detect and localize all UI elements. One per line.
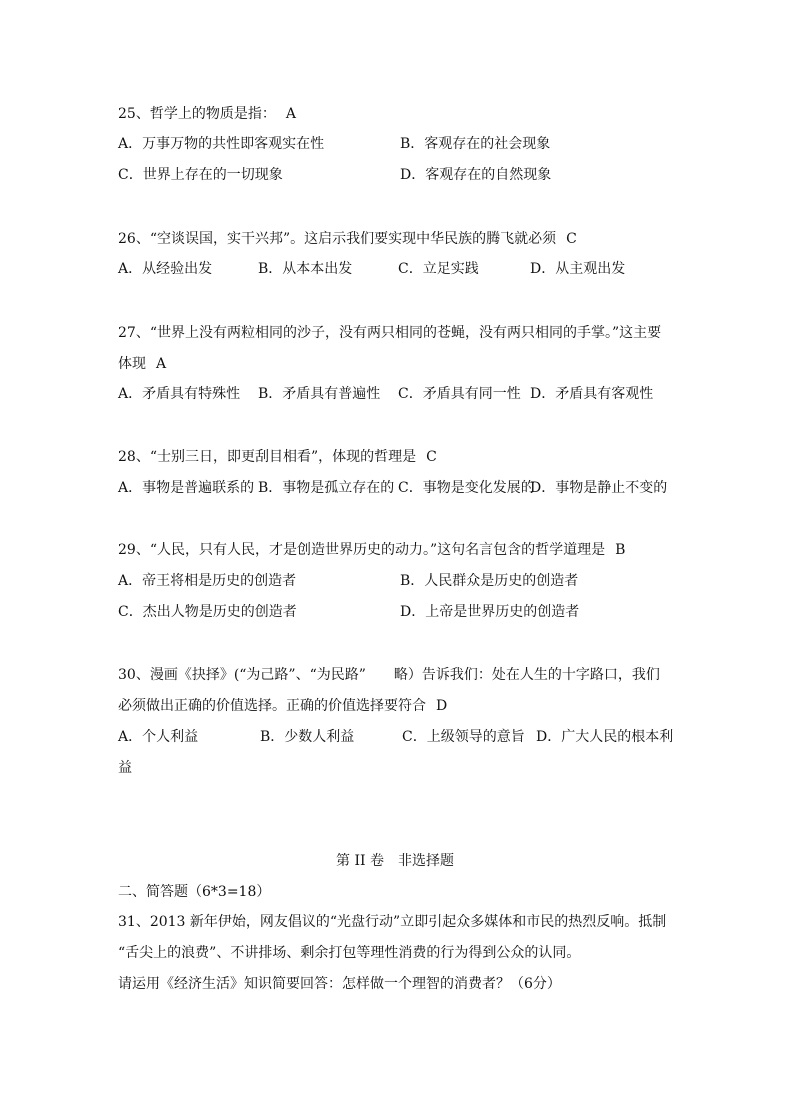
- question-30-stem-line2: 必须做出正确的价值选择。正确的价值选择要符合 D: [118, 698, 448, 714]
- question-30-option-d: D．广大人民的根本利: [536, 729, 674, 745]
- section-title: 第 II 卷 非选择题: [336, 853, 454, 869]
- question-30-option-a: A．个人利益: [118, 729, 199, 745]
- question-28-stem: 28、“士别三日，即更刮目相看”，体现的哲理是 C: [118, 449, 437, 465]
- question-28-option-a: A．事物是普遍联系的: [118, 480, 255, 496]
- question-29-stem: 29、“人民，只有人民，才是创造世界历史的动力。”这句名言包含的哲学道理是 B: [118, 542, 626, 558]
- question-26-option-b: B．从本本出发: [258, 261, 353, 277]
- question-25-option-c: C．世界上存在的一切现象: [118, 167, 283, 183]
- question-25-option-a: A．万事万物的共性即客观实在性: [118, 136, 325, 152]
- question-27-option-c: C．矛盾具有同一性: [398, 386, 521, 402]
- question-27-stem-line1: 27、“世界上没有两粒相同的沙子，没有两只相同的苍蝇，没有两只相同的手掌。”这主要: [118, 325, 662, 341]
- answer-27: A: [156, 356, 167, 372]
- question-27-option-d: D．矛盾具有客观性: [530, 386, 654, 402]
- question-31-line2: “舌尖上的浪费”、不讲排场、剩余打包等理性消费的行为得到公众的认同。: [118, 945, 581, 961]
- answer-30: D: [436, 698, 448, 714]
- section-heading: 二、简答题（6*3=18）: [118, 884, 271, 900]
- question-30-option-d-wrap: 益: [118, 760, 132, 776]
- question-29-option-c: C．杰出人物是历史的创造者: [118, 604, 297, 620]
- answer-29: B: [615, 542, 626, 558]
- question-26-option-c: C．立足实践: [398, 261, 479, 277]
- question-30-stem-line1: 30、漫画《抉择》(“为己路”、“为民路” 略）告诉我们：处在人生的十字路口，我们: [118, 667, 660, 683]
- question-27-stem-line2: 体现 A: [118, 356, 167, 372]
- question-25-option-d: D．客观存在的自然现象: [400, 167, 552, 183]
- question-29-option-b: B．人民群众是历史的创造者: [400, 573, 579, 589]
- question-26-stem: 26、“空谈误国，实干兴邦”。这启示我们要实现中华民族的腾飞就必须 C: [118, 231, 577, 247]
- question-29-option-d: D．上帝是世界历史的创造者: [400, 604, 580, 620]
- question-29-option-a: A．帝王将相是历史的创造者: [118, 573, 297, 589]
- answer-28: C: [426, 449, 437, 465]
- question-26-option-a: A．从经验出发: [118, 261, 213, 277]
- question-31-line1: 31、2013 新年伊始，网友倡议的“光盘行动”立即引起众多媒体和市民的热烈反响。抵制: [118, 914, 667, 930]
- answer-26: C: [566, 231, 577, 247]
- answer-25: A: [285, 106, 296, 122]
- question-25-option-b: B．客观存在的社会现象: [400, 136, 551, 152]
- question-30-option-b: B．少数人利益: [260, 729, 355, 745]
- question-28-option-d: D．事物是静止不变的: [530, 480, 668, 496]
- question-26-option-d: D．从主观出发: [530, 261, 626, 277]
- question-27-option-a: A．矛盾具有特殊性: [118, 386, 241, 402]
- question-31-line3: 请运用《经济生活》知识简要回答：怎样做一个理智的消费者？（6分）: [118, 976, 561, 992]
- question-28-option-b: B．事物是孤立存在的: [258, 480, 395, 496]
- question-25-stem: 25、哲学上的物质是指： A: [118, 106, 296, 122]
- question-27-option-b: B．矛盾具有普遍性: [258, 386, 381, 402]
- question-28-option-c: C．事物是变化发展的: [398, 480, 535, 496]
- question-30-option-c: C．上级领导的意旨: [402, 729, 525, 745]
